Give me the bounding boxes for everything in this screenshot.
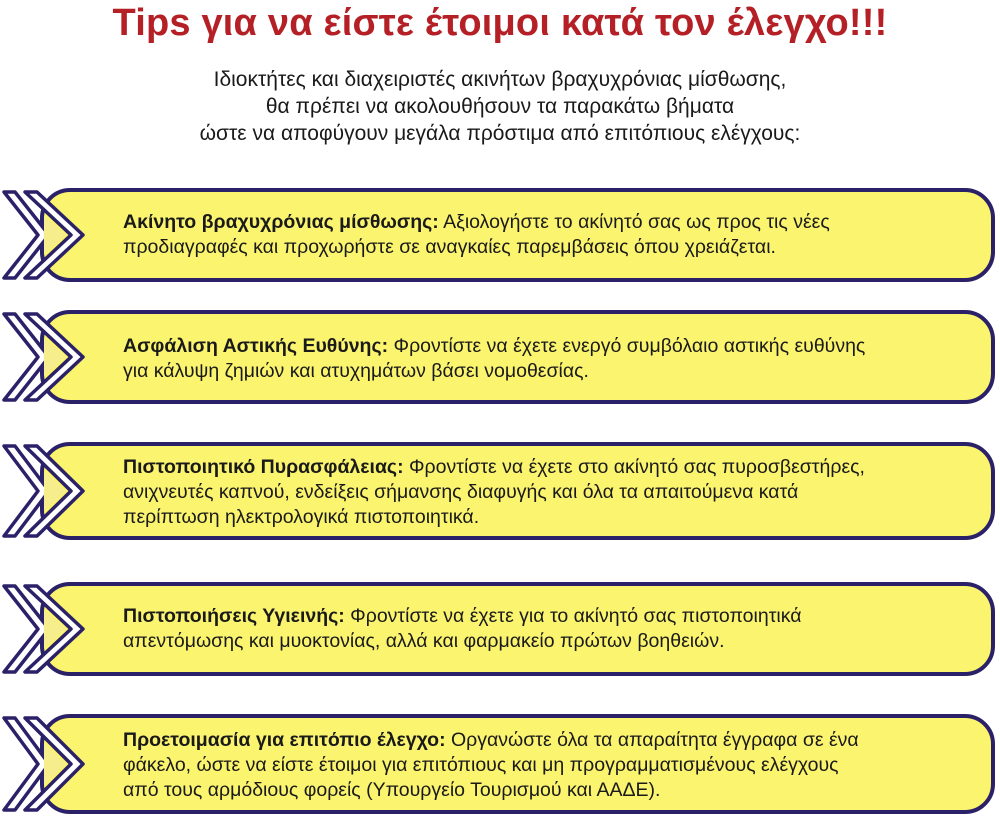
tip-text xyxy=(123,604,983,654)
tip-item xyxy=(0,442,1000,540)
tip-heading: Προετοιμασία για επιτόπιο έλεγχο: xyxy=(123,729,446,751)
tip-body: Φροντίστε να έχετε ενεργό συμβόλαιο αστικής ευθύνης xyxy=(393,335,866,357)
tip-body: προδιαγραφές και προχωρήστε σε αναγκαίες παρεμβάσεις όπου χρειάζεται. xyxy=(123,236,776,258)
tip-body: Αξιολογήστε το ακίνητό σας ως προς τις νέες xyxy=(443,211,830,233)
double-chevron-right-icon xyxy=(0,188,90,282)
intro-line: θα πρέπει να ακολουθήσουν τα παρακάτω βήματα xyxy=(265,95,735,118)
tip-heading: Ακίνητο βραχυχρόνιας μίσθωσης: xyxy=(123,211,439,233)
tip-item xyxy=(0,188,1000,282)
tip-text xyxy=(123,455,983,530)
double-chevron-right-icon xyxy=(0,310,90,404)
double-chevron-right-icon xyxy=(0,442,90,540)
tip-item xyxy=(0,714,1000,814)
double-chevron-right-icon xyxy=(0,714,90,814)
intro-paragraph xyxy=(0,66,1000,147)
tip-heading: Πιστοποιητικό Πυρασφάλειας: xyxy=(123,456,404,478)
tip-body: ανιχνευτές καπνού, ενδείξεις σήμανσης διαφυγής και όλα τα απαιτούμενα κατά xyxy=(123,481,799,503)
tip-heading: Πιστοποιήσεις Υγιεινής: xyxy=(123,605,345,627)
tip-text xyxy=(123,334,983,384)
tip-body: από τους αρμόδιους φορείς (Υπουργείο Τουρισμού και ΑΑΔΕ). xyxy=(123,779,661,801)
tip-item xyxy=(0,582,1000,676)
tip-body: για κάλυψη ζημιών και ατυχημάτων βάσει νομοθεσίας. xyxy=(123,360,589,382)
tip-heading: Ασφάλιση Αστικής Ευθύνης: xyxy=(123,335,389,357)
intro-line: ώστε να αποφύγουν μεγάλα πρόστιμα από επιτόπιους ελέγχους: xyxy=(199,122,801,145)
tip-item xyxy=(0,310,1000,404)
tip-body: Φροντίστε να έχετε στο ακίνητό σας πυροσβεστήρες, xyxy=(409,456,865,478)
tip-body: Φροντίστε να έχετε για το ακίνητό σας πιστοποιητικά xyxy=(350,605,802,627)
tip-body: περίπτωση ηλεκτρολογικά πιστοποιητικά. xyxy=(123,506,480,528)
tip-body: απεντόμωσης και μυοκτονίας, αλλά και φαρμακείο πρώτων βοηθειών. xyxy=(123,630,725,652)
intro-line: Ιδιοκτήτες και διαχειριστές ακινήτων βραχυχρόνιας μίσθωσης, xyxy=(213,68,787,91)
tip-text xyxy=(123,210,983,260)
tip-text xyxy=(123,728,983,803)
page-title: Tips για να είστε έτοιμοι κατά τον έλεγχο!!! xyxy=(112,2,888,44)
tip-body: Οργανώστε όλα τα απαραίτητα έγγραφα σε ένα xyxy=(451,729,859,751)
double-chevron-right-icon xyxy=(0,582,90,676)
tip-body: φάκελο, ώστε να είστε έτοιμοι για επιτόπιους και μη προγραμματισμένους ελέγχους xyxy=(123,754,839,776)
